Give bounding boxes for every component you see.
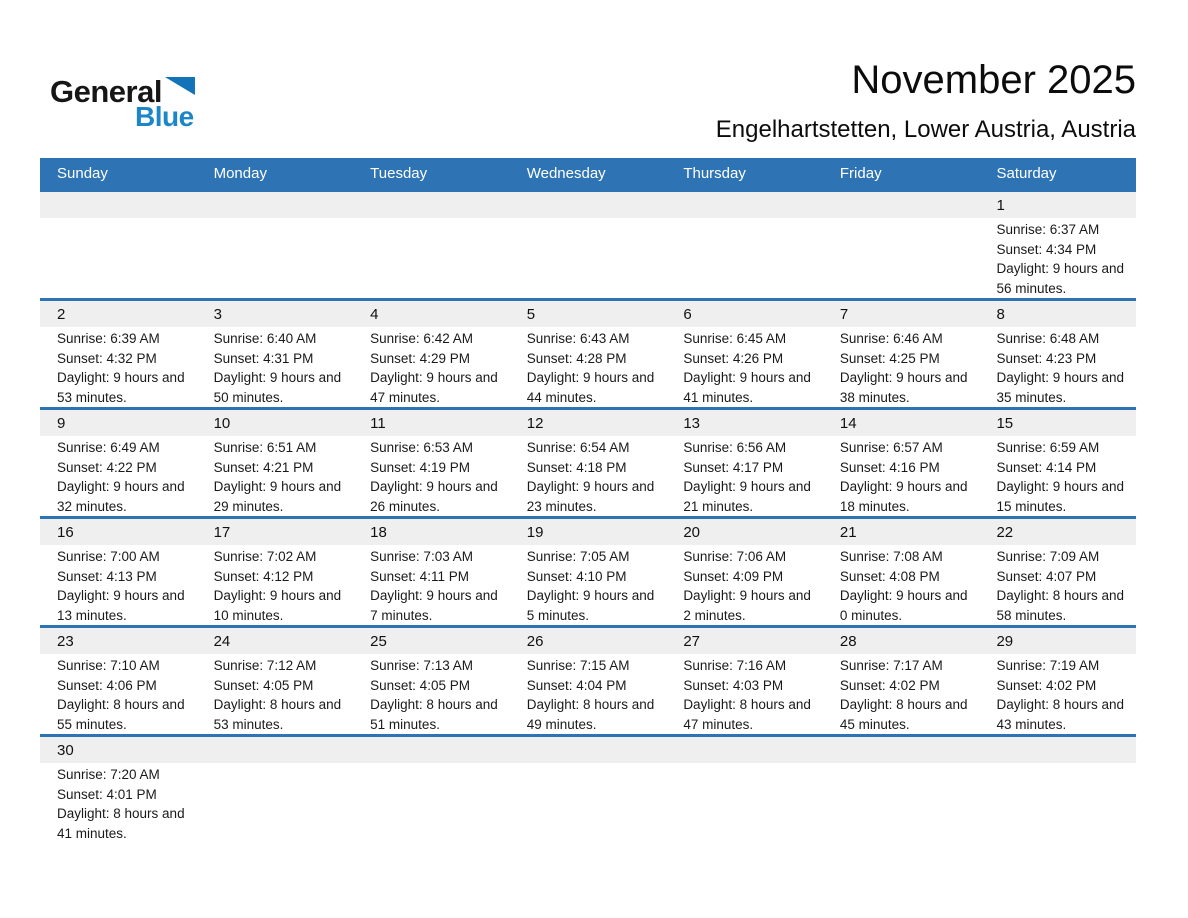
daylight-text: Daylight: 9 hours and 26 minutes. (370, 479, 498, 514)
sunset-text: Sunset: 4:14 PM (996, 459, 1097, 475)
sunset-text: Sunset: 4:16 PM (839, 459, 940, 475)
day-number: 11 (370, 415, 386, 432)
sunset-text: Sunset: 4:17 PM (683, 459, 784, 475)
day-cell (979, 654, 1136, 734)
sunrise-text: Sunrise: 6:49 AM (57, 440, 160, 455)
day-cell (40, 654, 197, 734)
daylight-text: Daylight: 9 hours and 10 minutes. (213, 588, 342, 623)
sunrise-text: Sunrise: 7:09 AM (996, 549, 1100, 564)
day-cell (40, 218, 197, 298)
daylight-text: Daylight: 9 hours and 38 minutes. (839, 370, 968, 405)
sunrise-text: Sunrise: 7:10 AM (57, 658, 160, 673)
day-number: 15 (996, 415, 1014, 432)
sunset-text: Sunset: 4:21 PM (213, 459, 314, 475)
daylight-text: Daylight: 8 hours and 47 minutes. (683, 697, 811, 732)
day-cell (510, 327, 667, 407)
daylight-text: Daylight: 9 hours and 41 minutes. (683, 370, 811, 405)
day-cell (40, 545, 197, 625)
day-number-strip (40, 628, 1136, 654)
day-number: 17 (213, 524, 231, 541)
daylight-text: Daylight: 8 hours and 51 minutes. (370, 697, 498, 732)
sunset-text: Sunset: 4:29 PM (370, 350, 470, 366)
day-number-strip (40, 410, 1136, 436)
sunset-text: Sunset: 4:05 PM (213, 677, 314, 693)
day-cell (353, 763, 510, 843)
weekday-header-thursday: Thursday (683, 165, 746, 182)
weekday-header-sunday: Sunday (57, 165, 108, 182)
page-title: November 2025 (851, 58, 1136, 102)
sunrise-text: Sunrise: 7:06 AM (683, 549, 787, 564)
daylight-text: Daylight: 9 hours and 44 minutes. (526, 370, 655, 405)
day-cell (510, 218, 667, 298)
day-content-row (40, 327, 1136, 407)
sunrise-text: Sunrise: 6:51 AM (213, 440, 317, 455)
day-number: 28 (839, 633, 857, 650)
daylight-text: Daylight: 9 hours and 35 minutes. (996, 370, 1125, 405)
sunset-text: Sunset: 4:18 PM (526, 459, 627, 475)
sunset-text: Sunset: 4:32 PM (57, 350, 157, 366)
daylight-text: Daylight: 9 hours and 7 minutes. (370, 588, 498, 623)
day-number (979, 737, 1136, 763)
day-number: 23 (57, 633, 74, 650)
day-number: 13 (683, 415, 700, 432)
day-number: 29 (996, 633, 1014, 650)
day-cell (823, 763, 980, 843)
daylight-text: Daylight: 9 hours and 50 minutes. (213, 370, 342, 405)
weekday-header-saturday: Saturday (996, 165, 1057, 182)
day-cell (666, 763, 823, 843)
day-number: 19 (526, 524, 544, 541)
day-cell (353, 218, 510, 298)
weekday-header-monday: Monday (213, 165, 267, 182)
sunrise-text: Sunrise: 6:54 AM (526, 440, 630, 455)
day-cell (510, 545, 667, 625)
day-number: 22 (996, 524, 1014, 541)
day-cell (823, 545, 980, 625)
sunrise-text: Sunrise: 7:08 AM (839, 549, 943, 564)
weekday-header-row (40, 158, 1136, 189)
sunset-text: Sunset: 4:09 PM (683, 568, 784, 584)
day-number (510, 192, 667, 218)
day-cell (197, 218, 354, 298)
day-cell (510, 763, 667, 843)
day-number (823, 737, 980, 763)
day-number: 1 (996, 197, 1005, 214)
sunrise-text: Sunrise: 6:46 AM (839, 331, 943, 346)
day-cell (979, 436, 1136, 516)
day-number: 21 (839, 524, 857, 541)
day-cell (40, 763, 197, 843)
sunrise-text: Sunrise: 7:00 AM (57, 549, 160, 564)
day-number: 25 (370, 633, 387, 650)
day-number: 6 (683, 306, 692, 323)
sunset-text: Sunset: 4:34 PM (996, 241, 1097, 257)
day-cell (666, 436, 823, 516)
sunrise-text: Sunrise: 6:39 AM (57, 331, 160, 346)
sunrise-text: Sunrise: 7:02 AM (213, 549, 317, 564)
sunset-text: Sunset: 4:11 PM (370, 568, 469, 584)
day-number: 3 (213, 306, 222, 323)
day-number-strip (40, 737, 1136, 763)
day-number: 27 (683, 633, 700, 650)
day-number: 26 (526, 633, 544, 650)
sunrise-text: Sunrise: 6:59 AM (996, 440, 1100, 455)
weekday-header-friday: Friday (839, 165, 882, 182)
sunrise-text: Sunrise: 6:37 AM (996, 222, 1100, 237)
day-cell (353, 654, 510, 734)
daylight-text: Daylight: 9 hours and 2 minutes. (683, 588, 811, 623)
day-number-strip (40, 519, 1136, 545)
day-number: 20 (683, 524, 700, 541)
day-number: 9 (57, 415, 66, 432)
day-cell (666, 218, 823, 298)
day-cell (666, 654, 823, 734)
weekday-header-wednesday: Wednesday (526, 165, 606, 182)
logo-triangle-icon (165, 77, 195, 95)
sunrise-text: Sunrise: 6:57 AM (839, 440, 943, 455)
sunset-text: Sunset: 4:25 PM (839, 350, 940, 366)
day-content-row (40, 654, 1136, 734)
sunset-text: Sunset: 4:22 PM (57, 459, 157, 475)
daylight-text: Daylight: 8 hours and 43 minutes. (996, 697, 1125, 732)
sunset-text: Sunset: 4:26 PM (683, 350, 784, 366)
day-cell (353, 436, 510, 516)
sunset-text: Sunset: 4:03 PM (683, 677, 784, 693)
day-cell (823, 327, 980, 407)
day-cell (666, 545, 823, 625)
sunset-text: Sunset: 4:07 PM (996, 568, 1097, 584)
day-number: 30 (57, 742, 74, 759)
daylight-text: Daylight: 9 hours and 47 minutes. (370, 370, 498, 405)
logo (50, 76, 195, 131)
day-cell (823, 654, 980, 734)
sunset-text: Sunset: 4:08 PM (839, 568, 940, 584)
day-number: 10 (213, 415, 231, 432)
day-number (353, 192, 510, 218)
sunset-text: Sunset: 4:31 PM (213, 350, 314, 366)
sunrise-text: Sunrise: 6:42 AM (370, 331, 473, 346)
day-cell (40, 436, 197, 516)
day-cell (979, 763, 1136, 843)
daylight-text: Daylight: 9 hours and 15 minutes. (996, 479, 1125, 514)
day-cell (510, 654, 667, 734)
day-cell (979, 218, 1136, 298)
sunset-text: Sunset: 4:02 PM (839, 677, 940, 693)
calendar-week-row (40, 734, 1136, 843)
daylight-text: Daylight: 9 hours and 18 minutes. (839, 479, 968, 514)
sunset-text: Sunset: 4:04 PM (526, 677, 627, 693)
day-number: 2 (57, 306, 66, 323)
sunset-text: Sunset: 4:19 PM (370, 459, 470, 475)
sunrise-text: Sunrise: 6:43 AM (526, 331, 630, 346)
daylight-text: Daylight: 8 hours and 55 minutes. (57, 697, 185, 732)
daylight-text: Daylight: 8 hours and 45 minutes. (839, 697, 968, 732)
day-content-row (40, 545, 1136, 625)
sunset-text: Sunset: 4:12 PM (213, 568, 314, 584)
day-cell (979, 327, 1136, 407)
day-cell (510, 436, 667, 516)
day-cell (40, 327, 197, 407)
day-content-row (40, 763, 1136, 843)
day-cell (353, 545, 510, 625)
calendar-week-row (40, 407, 1136, 516)
daylight-text: Daylight: 9 hours and 13 minutes. (57, 588, 185, 623)
sunrise-text: Sunrise: 7:15 AM (526, 658, 630, 673)
daylight-text: Daylight: 8 hours and 58 minutes. (996, 588, 1125, 623)
day-cell (197, 545, 354, 625)
day-cell (823, 218, 980, 298)
calendar (40, 158, 1136, 843)
sunrise-text: Sunrise: 6:45 AM (683, 331, 787, 346)
sunset-text: Sunset: 4:13 PM (57, 568, 157, 584)
sunset-text: Sunset: 4:05 PM (370, 677, 470, 693)
sunrise-text: Sunrise: 7:19 AM (996, 658, 1100, 673)
calendar-week-row (40, 298, 1136, 407)
logo-blue-text: Blue (135, 101, 194, 132)
day-number: 24 (213, 633, 231, 650)
day-cell (353, 327, 510, 407)
day-number (353, 737, 510, 763)
day-number (666, 737, 823, 763)
sunset-text: Sunset: 4:01 PM (57, 786, 157, 802)
sunrise-text: Sunrise: 6:53 AM (370, 440, 473, 455)
sunrise-text: Sunrise: 7:05 AM (526, 549, 630, 564)
day-cell (197, 436, 354, 516)
day-number: 16 (57, 524, 74, 541)
calendar-weeks (40, 189, 1136, 843)
daylight-text: Daylight: 8 hours and 53 minutes. (213, 697, 342, 732)
day-number: 12 (526, 415, 544, 432)
sunset-text: Sunset: 4:28 PM (526, 350, 627, 366)
calendar-week-row (40, 625, 1136, 734)
day-number (40, 192, 197, 218)
weekday-header-tuesday: Tuesday (370, 165, 428, 182)
daylight-text: Daylight: 9 hours and 5 minutes. (526, 588, 655, 623)
day-number: 4 (370, 306, 379, 323)
day-number: 8 (996, 306, 1005, 323)
sunset-text: Sunset: 4:23 PM (996, 350, 1097, 366)
sunrise-text: Sunrise: 7:13 AM (370, 658, 473, 673)
daylight-text: Daylight: 9 hours and 23 minutes. (526, 479, 655, 514)
sunset-text: Sunset: 4:10 PM (526, 568, 627, 584)
day-number-strip (40, 301, 1136, 327)
sunset-text: Sunset: 4:06 PM (57, 677, 157, 693)
day-content-row (40, 436, 1136, 516)
day-number (197, 192, 354, 218)
calendar-week-row (40, 516, 1136, 625)
daylight-text: Daylight: 9 hours and 56 minutes. (996, 261, 1125, 296)
day-number (823, 192, 980, 218)
daylight-text: Daylight: 9 hours and 21 minutes. (683, 479, 811, 514)
day-content-row (40, 218, 1136, 298)
day-number (510, 737, 667, 763)
day-number-strip (40, 192, 1136, 218)
sunrise-text: Sunrise: 7:20 AM (57, 767, 160, 782)
logo-general-text: General (50, 74, 162, 109)
sunrise-text: Sunrise: 7:17 AM (839, 658, 943, 673)
day-number: 14 (839, 415, 857, 432)
sunrise-text: Sunrise: 6:56 AM (683, 440, 787, 455)
day-cell (979, 545, 1136, 625)
day-number: 18 (370, 524, 387, 541)
page-subtitle: Engelhartstetten, Lower Austria, Austria (715, 116, 1136, 143)
daylight-text: Daylight: 9 hours and 53 minutes. (57, 370, 185, 405)
day-cell (197, 327, 354, 407)
day-cell (666, 327, 823, 407)
day-number (666, 192, 823, 218)
daylight-text: Daylight: 8 hours and 41 minutes. (57, 806, 185, 841)
calendar-week-row (40, 189, 1136, 298)
sunset-text: Sunset: 4:02 PM (996, 677, 1097, 693)
sunrise-text: Sunrise: 7:03 AM (370, 549, 473, 564)
day-number (197, 737, 354, 763)
day-cell (197, 654, 354, 734)
day-number: 7 (839, 306, 849, 323)
sunrise-text: Sunrise: 7:16 AM (683, 658, 787, 673)
daylight-text: Daylight: 8 hours and 49 minutes. (526, 697, 655, 732)
day-cell (823, 436, 980, 516)
daylight-text: Daylight: 9 hours and 32 minutes. (57, 479, 185, 514)
daylight-text: Daylight: 9 hours and 29 minutes. (213, 479, 342, 514)
daylight-text: Daylight: 9 hours and 0 minutes. (839, 588, 968, 623)
sunrise-text: Sunrise: 6:48 AM (996, 331, 1100, 346)
day-cell (197, 763, 354, 843)
sunrise-text: Sunrise: 6:40 AM (213, 331, 317, 346)
sunrise-text: Sunrise: 7:12 AM (213, 658, 317, 673)
day-number: 5 (526, 306, 536, 323)
